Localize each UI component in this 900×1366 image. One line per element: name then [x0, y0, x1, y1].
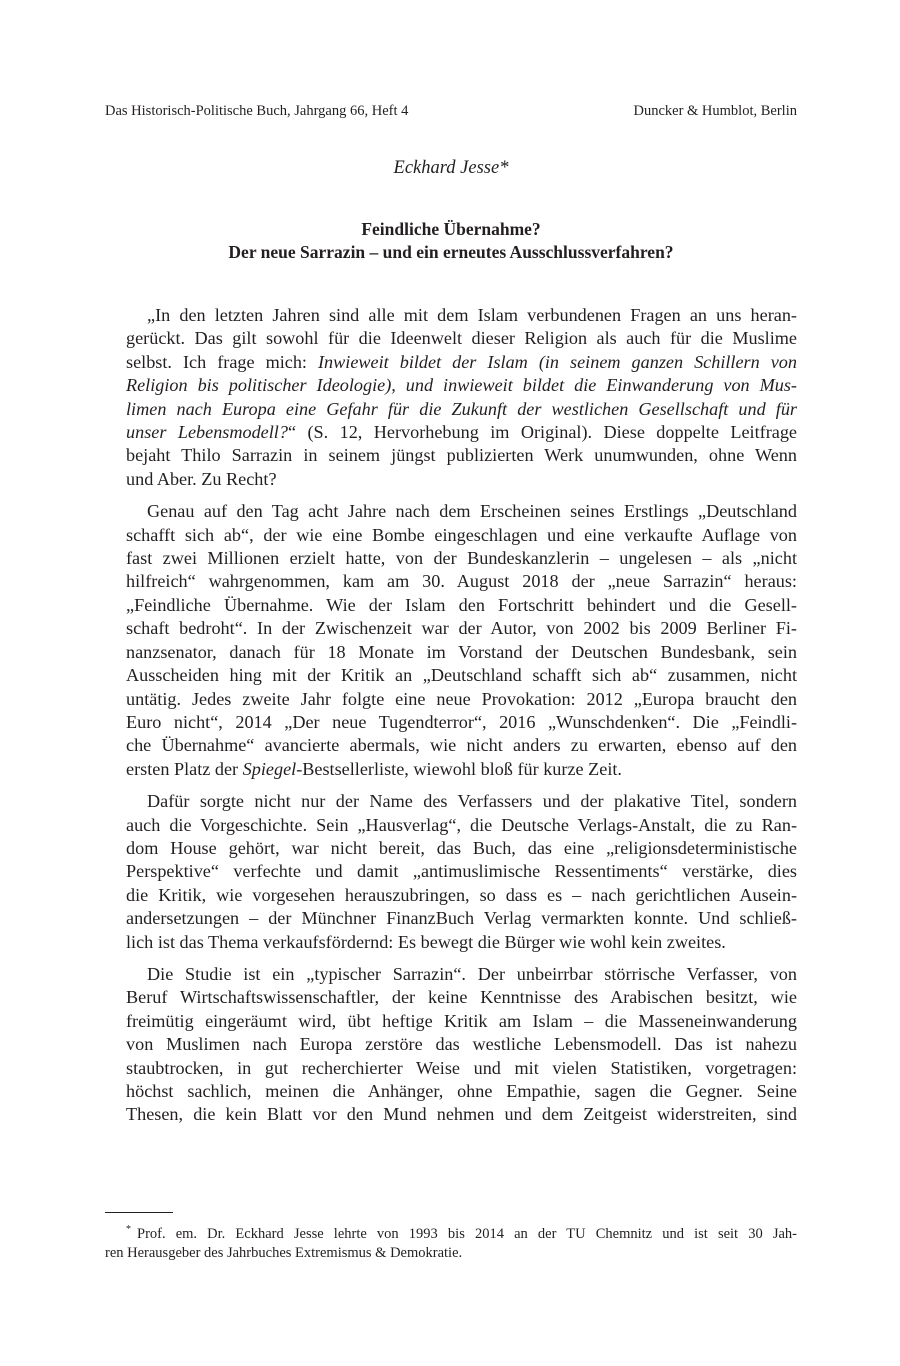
italic-quote: unser Lebensmodell?	[126, 422, 288, 443]
text-line: höchst sachlich, meinen die Anhänger, ohne Empathie, sagen die Gegner. Seine	[126, 1081, 797, 1101]
title-line: Feindliche Übernahme?	[361, 219, 541, 239]
text-line: Genau auf den Tag acht Jahre nach dem Erscheinen seines Erstlings „Deutschland	[147, 501, 797, 522]
text-line: Die Studie ist ein „typischer Sarrazin“. Der unbeirrbar störrische Verfasser, von	[147, 963, 797, 984]
running-header	[105, 102, 797, 120]
text-line: und Aber. Zu Recht?	[126, 468, 277, 489]
footnote-line: ren Herausgeber des Jahrbuches Extremismus & Demokratie.	[105, 1245, 463, 1261]
footnote	[105, 1225, 797, 1263]
paragraph-1	[105, 304, 797, 491]
text-line: staubtrocken, in gut recherchierter Weise und mit vielen Statistiken, vorgetragen:	[126, 1057, 797, 1078]
text-line: Beruf Wirtschaftswissenschaftler, der keine Kenntnisse des Arabischen besitzt, wie	[126, 987, 797, 1008]
magazine-name: Spiegel	[242, 758, 297, 779]
text-line: „Feindliche Übernahme. Wie der Islam den Fortschritt behindert und die Gesell-	[126, 594, 797, 615]
text-line: Thesen, die kein Blatt vor den Mund nehmen und dem Zeitgeist widerstreiten, sind	[126, 1104, 797, 1125]
article-title	[105, 218, 797, 264]
text-line: freimütig eingeräumt wird, übt heftige Kritik am Islam – die Masseneinwanderung	[126, 1010, 797, 1031]
paragraph-2	[105, 500, 797, 781]
italic-quote-line: limen nach Europa eine Gefahr für die Zukunft der westlichen Gesellschaft und für	[126, 398, 797, 419]
italic-quote: Inwieweit bildet der Islam (in seinem ganzen Schillern von	[318, 351, 797, 372]
text-line: andersetzungen – der Münchner FinanzBuch Verlag vermarkten konnte. Und schließ-	[126, 908, 797, 929]
text-line: Dafür sorgte nicht nur der Name des Verfassers und der plakative Titel, sondern	[147, 791, 797, 812]
text-line: fast zwei Millionen erzielt hatte, von der Bundeskanzlerin – ungelesen – als „nicht	[126, 548, 797, 569]
text-line: che Übernahme“ avancierte abermals, wie nicht anders zu erwarten, ebenso auf den	[126, 735, 797, 756]
text-segment: selbst. Ich frage mich:	[126, 351, 318, 372]
text-line: Perspektive“ verfechte und damit „antimuslimische Ressentiments“ verstärke, dies	[126, 861, 797, 882]
text-line: untätig. Jedes zweite Jahr folgte eine neue Provokation: 2012 „Europa braucht den	[126, 688, 797, 709]
footnote-line	[105, 1225, 797, 1244]
text-line: schaft bedroht“. In der Zwischenzeit war der Autor, von 2002 bis 2009 Berliner Fi-	[126, 618, 797, 639]
text-line: Ausscheiden hing mit der Kritik an „Deutschland schafft sich ab“ zusammen, nicht	[126, 665, 797, 686]
footnote-text: Prof. em. Dr. Eckhard Jesse lehrte von 1993 bis 2014 an der TU Chemnitz und ist seit 30 Jah-	[137, 1226, 797, 1242]
text-line: gerückt. Das gilt sowohl für die Ideenwelt dieser Religion als auch für die Muslime	[126, 328, 797, 349]
text-line: auch die Vorgeschichte. Sein „Hausverlag“, die Deutsche Verlags-Anstalt, die zu Ran-	[126, 814, 797, 835]
article-body	[105, 304, 797, 1136]
text-line	[105, 421, 797, 444]
text-line: hilfreich“ wahrgenommen, kam am 30. August 2018 der „neue Sarrazin“ heraus:	[126, 571, 797, 592]
text-line: Euro nicht“, 2014 „Der neue Tugendterror“, 2016 „Wunschdenken“. Die „Feindli-	[126, 711, 797, 732]
text-line: nanzsenator, danach für 18 Monate im Vorstand der Deutschen Bundesbank, sein	[126, 641, 797, 662]
text-line	[105, 351, 797, 374]
text-line: von Muslimen nach Europa zerstöre das westliche Lebensmodell. Das ist nahezu	[126, 1034, 797, 1055]
text-line: die Kritik, wie vorgesehen herauszubringen, so dass es – nach gerichtlichen Ausein-	[126, 884, 797, 905]
paragraph-3	[105, 790, 797, 954]
text-segment: “ (S. 12, Hervorhebung im Original). Diese doppelte Leitfrage	[287, 422, 797, 443]
footnote-marker: *	[126, 1224, 131, 1236]
text-segment: ersten Platz der	[126, 758, 243, 779]
subtitle-line: Der neue Sarrazin – und ein erneutes Ausschlussverfahren?	[228, 242, 674, 262]
text-line: „In den letzten Jahren sind alle mit dem Islam verbundenen Fragen an uns heran-	[147, 305, 797, 325]
publisher-info: Duncker & Humblot, Berlin	[633, 103, 797, 119]
text-line: lich ist das Thema verkaufsfördernd: Es bewegt die Bürger wie wohl kein zweites.	[126, 931, 726, 952]
italic-quote-line: Religion bis politischer Ideologie), und inwieweit bildet die Einwanderung von Mus-	[126, 375, 797, 396]
paragraph-4	[105, 963, 797, 1127]
author-name: Eckhard Jesse*	[393, 158, 509, 178]
text-line	[105, 758, 797, 781]
journal-info: Das Historisch-Politische Buch, Jahrgang 66, Heft 4	[105, 103, 409, 119]
text-line: bejaht Thilo Sarrazin in seinem jüngst publizierten Werk unumwunden, ohne Wenn	[126, 445, 797, 466]
text-segment: -Bestsellerliste, wiewohl bloß für kurze Zeit.	[296, 758, 622, 779]
text-line: dom House gehört, war nicht bereit, das Buch, das eine „religionsdeterministische	[126, 837, 797, 858]
text-line: schafft sich ab“, der wie eine Bombe eingeschlagen und eine verkaufte Auflage von	[126, 524, 797, 545]
footnote-divider	[105, 1212, 173, 1213]
